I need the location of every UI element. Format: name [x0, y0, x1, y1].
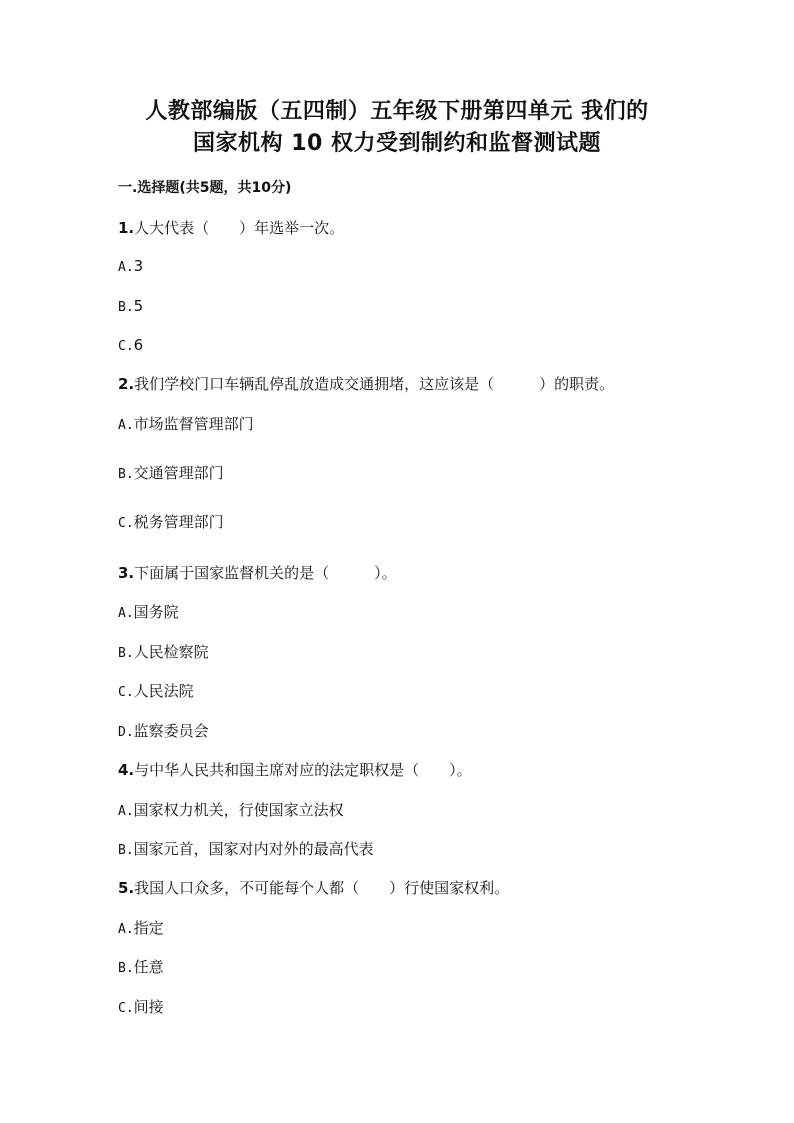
- option-text: 间接: [133, 998, 164, 1016]
- option-text: 市场监督管理部门: [133, 415, 254, 433]
- question-3-option-c[interactable]: [118, 681, 194, 703]
- option-letter: B.: [118, 646, 134, 661]
- question-1-option-c[interactable]: [118, 335, 143, 357]
- question-2-stem: [118, 374, 614, 394]
- option-letter: A.: [118, 606, 134, 621]
- question-3-stem: [118, 563, 397, 583]
- question-number: 5.: [118, 879, 135, 897]
- question-number: 2.: [118, 375, 135, 393]
- question-4-option-a[interactable]: [118, 800, 344, 822]
- option-text: 5: [133, 297, 144, 315]
- question-text: 下面属于国家监督机关的是（ ）。: [134, 564, 397, 582]
- option-letter: D.: [118, 725, 134, 740]
- option-text: 6: [133, 336, 144, 354]
- question-1-option-b[interactable]: [118, 296, 143, 318]
- question-3-option-b[interactable]: [118, 642, 209, 664]
- question-1-stem: [118, 218, 344, 238]
- option-letter: C.: [118, 339, 134, 354]
- option-letter: B.: [118, 467, 134, 482]
- option-letter: B.: [118, 843, 134, 858]
- option-text: 税务管理部门: [133, 513, 224, 531]
- option-text: 任意: [133, 958, 164, 976]
- option-letter: C.: [118, 1001, 134, 1016]
- question-number: 1.: [118, 219, 135, 237]
- question-text: 我们学校门口车辆乱停乱放造成交通拥堵，这应该是（ ）的职责。: [134, 375, 615, 393]
- option-letter: A.: [118, 922, 134, 937]
- option-letter: B.: [118, 300, 134, 315]
- option-text: 国家元首，国家对内对外的最高代表: [133, 840, 374, 858]
- option-letter: A.: [118, 418, 134, 433]
- question-1-option-a[interactable]: [118, 256, 143, 278]
- option-letter: C.: [118, 516, 134, 531]
- question-number: 3.: [118, 564, 135, 582]
- option-letter: A.: [118, 804, 134, 819]
- option-text: 交通管理部门: [133, 464, 224, 482]
- option-text: 国家权力机关，行使国家立法权: [133, 801, 344, 819]
- question-text: 与中华人民共和国主席对应的法定职权是（ ）。: [134, 761, 472, 779]
- question-3-option-a[interactable]: [118, 602, 179, 624]
- question-text: 人大代表（ ）年选举一次。: [134, 219, 345, 237]
- question-5-option-b[interactable]: [118, 957, 164, 979]
- question-4-option-b[interactable]: [118, 839, 374, 861]
- question-number: 4.: [118, 761, 135, 779]
- question-4-stem: [118, 760, 472, 780]
- option-text: 3: [133, 257, 144, 275]
- section-heading: 一.选择题(共5题，共10分): [118, 180, 292, 196]
- question-3-option-d[interactable]: [118, 721, 209, 743]
- question-5-option-c[interactable]: [118, 997, 164, 1019]
- option-text: 指定: [133, 919, 164, 937]
- question-2-option-c[interactable]: [118, 512, 224, 534]
- question-2-option-b[interactable]: [118, 463, 224, 485]
- page-title-line-1: 人教部编版（五四制）五年级下册第四单元 我们的: [145, 99, 649, 124]
- page-title-line-2: 国家机构 10 权力受到制约和监督测试题: [193, 131, 601, 156]
- option-letter: B.: [118, 961, 134, 976]
- question-5-option-a[interactable]: [118, 918, 164, 940]
- option-text: 人民法院: [133, 682, 194, 700]
- question-text: 我国人口众多，不可能每个人都（ ）行使国家权利。: [134, 879, 510, 897]
- question-2-option-a[interactable]: [118, 414, 254, 436]
- option-letter: C.: [118, 685, 134, 700]
- option-text: 监察委员会: [133, 722, 209, 740]
- option-text: 人民检察院: [133, 643, 209, 661]
- option-text: 国务院: [133, 603, 179, 621]
- question-5-stem: [118, 878, 509, 898]
- option-letter: A.: [118, 260, 134, 275]
